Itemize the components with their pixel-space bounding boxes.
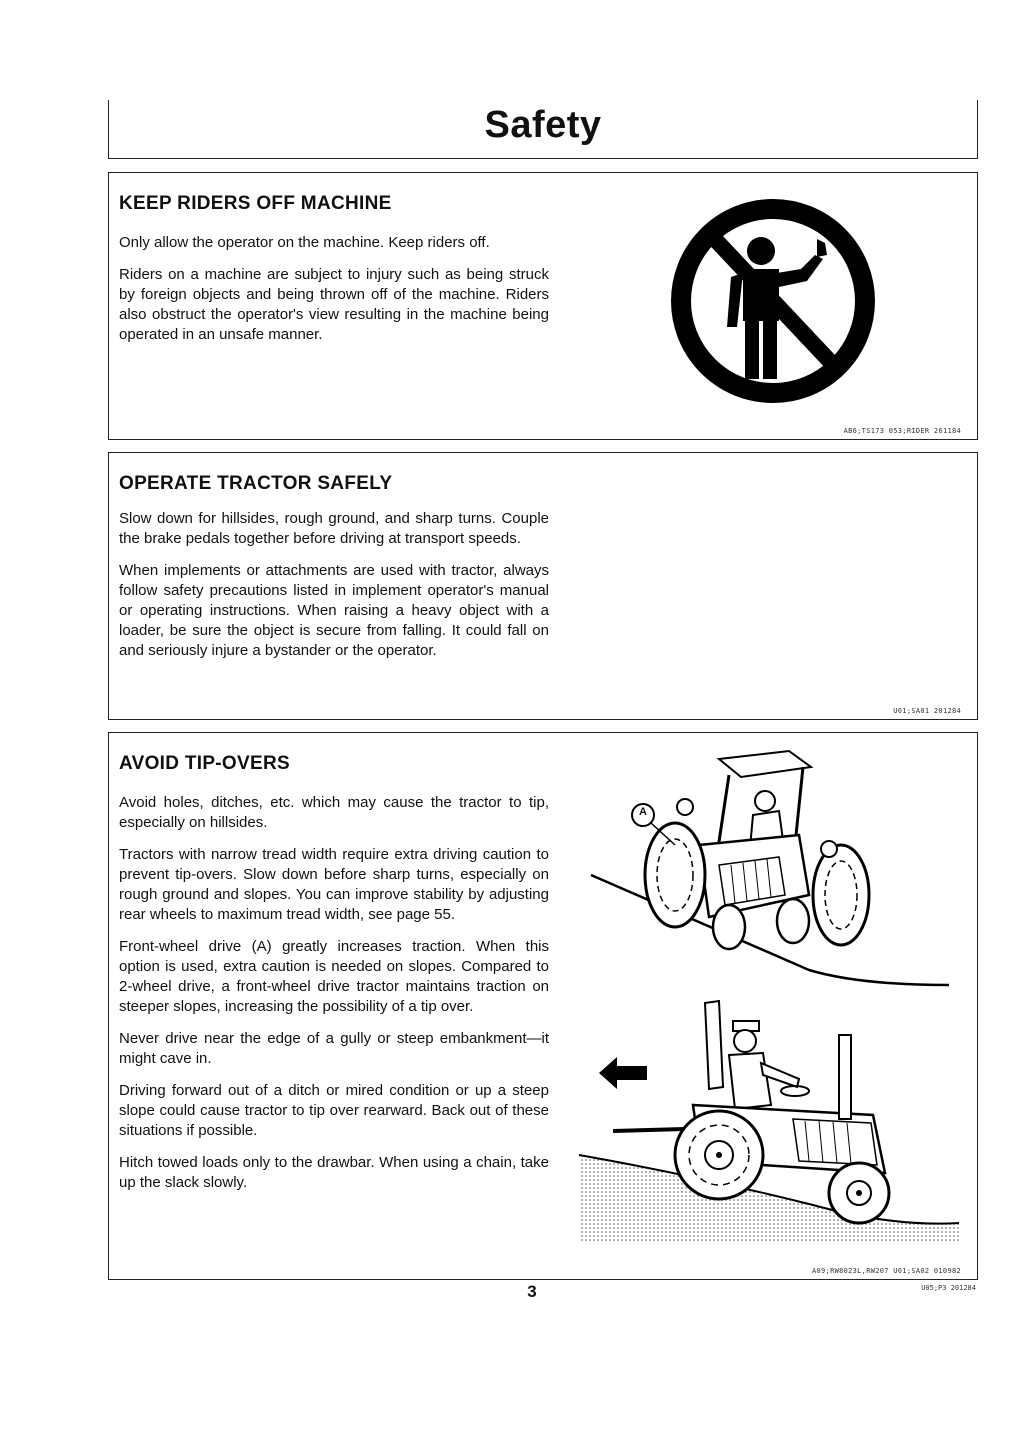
page-number: 3 [527, 1282, 537, 1301]
no-riders-icon [667, 195, 879, 407]
paragraph: Tractors with narrow tread width require extra driving caution to prevent tip-overs. Slow down before sharp turns, especially on rough ground and slopes. You can improve stability by adjusting rear wheels to maximum tread width, see page 55. [119, 846, 549, 923]
page-header [108, 100, 978, 159]
callout-label-a: A [639, 806, 647, 818]
paragraph: Front-wheel drive (A) greatly increases traction. When this option is used, extra caution is needed on slopes. Compared to 2-wheel drive, a front-wheel drive tractor maintains traction on steeper slopes, increasing the possibility of a tip over. [119, 938, 549, 1015]
paragraph: Only allow the operator on the machine. Keep riders off. [119, 234, 490, 251]
tractor-climbing-slope-icon [573, 995, 965, 1245]
section-keep-riders-off [108, 172, 978, 440]
paragraph: Avoid holes, ditches, etc. which may cause the tractor to tip, especially on hillsides. [119, 794, 549, 831]
reference-code: AB6;TS173 053;RIDER 261184 [843, 427, 961, 435]
section-body [119, 509, 549, 673]
section-operate-tractor-safely [108, 452, 978, 720]
page-title: Safety [484, 104, 602, 146]
reference-code: U01;SA01 201284 [893, 707, 961, 715]
section-heading: KEEP RIDERS OFF MACHINE [119, 193, 392, 214]
paragraph: Riders on a machine are subject to injury such as being struck by foreign objects and being thrown off of the machine. Riders also obstruct the operator's view resulting in the machine being operated in an unsafe manner. [119, 266, 549, 343]
paragraph: Hitch towed loads only to the drawbar. When using a chain, take up the slack slowly. [119, 1154, 549, 1191]
section-body [119, 793, 549, 1205]
section-avoid-tip-overs [108, 732, 978, 1280]
page-reference-code: U05;P3 201284 [921, 1284, 976, 1292]
section-heading: OPERATE TRACTOR SAFELY [119, 473, 393, 494]
reference-code: A09;RW8023L,RW207 U01;SA02 010982 [812, 1267, 961, 1275]
section-heading: AVOID TIP-OVERS [119, 753, 290, 774]
paragraph: Never drive near the edge of a gully or steep embankment—it might cave in. [119, 1030, 549, 1067]
tractor-on-side-slope-icon [579, 745, 959, 995]
section-body [119, 233, 549, 357]
paragraph: Driving forward out of a ditch or mired condition or up a steep slope could cause tractor to tip over rearward. Back out of these situations if possible. [119, 1082, 549, 1139]
paragraph: When implements or attachments are used with tractor, always follow safety precautions listed in implement operator's manual or operating instructions. When raising a heavy object with a loader, be sure the object is secure from falling. It could fall on and seriously injure a bystander or the operator. [119, 562, 549, 659]
paragraph: Slow down for hillsides, rough ground, and sharp turns. Couple the brake pedals together before driving at transport speeds. [119, 510, 549, 547]
